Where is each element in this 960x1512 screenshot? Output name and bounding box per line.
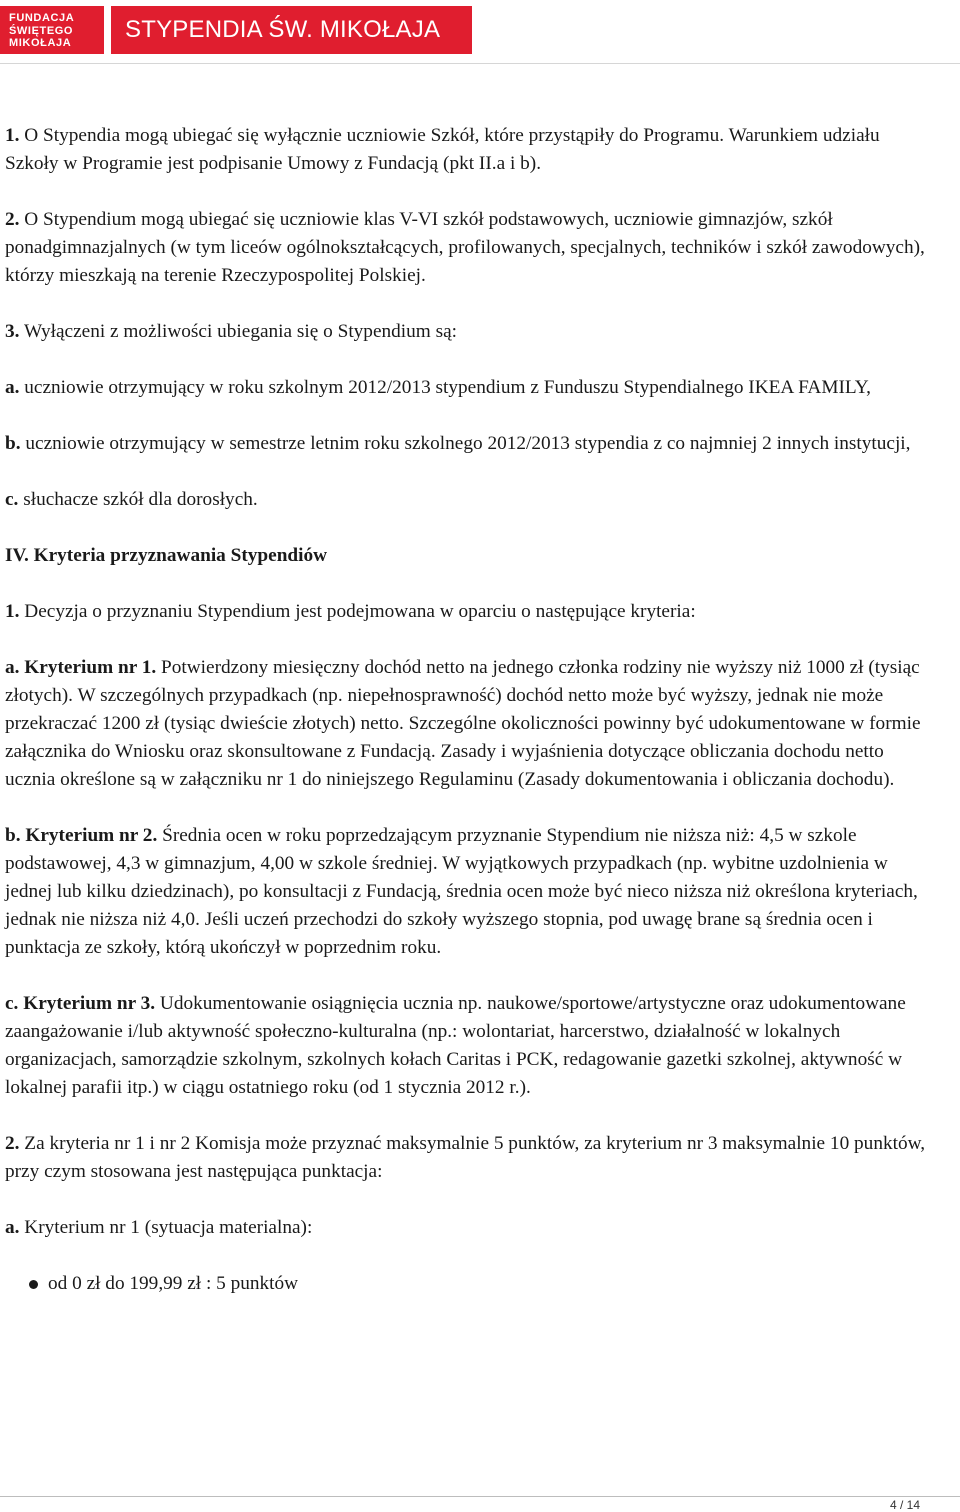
logo-line-1: FUNDACJA (9, 12, 75, 24)
logo-line-3: MIKOŁAJA (9, 37, 72, 49)
paragraph-number: 1. (5, 601, 20, 622)
criterion-label: c. Kryterium nr 3. (5, 993, 156, 1014)
exclusion-b (5, 430, 935, 458)
paragraph-number: 1. (5, 125, 20, 146)
criteria-intro (5, 598, 935, 626)
paragraph-number: 3. (5, 321, 20, 342)
page-header (0, 0, 960, 60)
paragraph-text: Decyzja o przyznaniu Stypendium jest podejmowana w oparciu o następujące kryteria: (19, 601, 696, 622)
scoring-a (5, 1214, 935, 1242)
bullet-dot-icon (29, 1280, 38, 1289)
header-title: STYPENDIA ŚW. MIKOŁAJA (111, 6, 472, 54)
list-letter: a. (5, 1217, 20, 1238)
header-divider (0, 63, 960, 64)
paragraph-text: O Stypendia mogą ubiegać się wyłącznie uczniowie Szkół, które przystąpiły do Programu. Warunkiem udziału Szkoły w Programie jest podpisanie Umowy z Fundacją (pkt II.a i b). (5, 125, 880, 174)
foundation-logo (0, 6, 104, 54)
list-letter: c. (5, 489, 19, 510)
paragraph-text: Wyłączeni z możliwości ubiegania się o Stypendium są: (19, 321, 458, 342)
exclusion-text: słuchacze szkół dla dorosłych. (18, 489, 258, 510)
criterion-3 (5, 990, 935, 1102)
criterion-label: b. Kryterium nr 2. (5, 825, 158, 846)
criterion-text: Potwierdzony miesięczny dochód netto na jednego członka rodziny nie wyższy niż 1000 zł (tysiąc złotych). W szczególnych przypadkach (np. niepełnosprawność) dochód netto może być wyższy, jednak nie może przekraczać 1200 zł (tysiąc dwieście złotych) netto. Szczególne okoliczności powinny być udokumentowane w formie załącznika do Wniosku oraz skonsultowane z Fundacją. Zasady i wyjaśnienia dotyczące obliczania dochodu netto ucznia określone są w załączniku nr 1 do niniejszego Regulaminu (Zasady dokumentowania i obliczania dochodu). (5, 657, 921, 790)
paragraph-text: O Stypendium mogą ubiegać się uczniowie klas V-VI szkół podstawowych, uczniowie gimnazjów, szkół ponadgimnazjalnych (w tym liceów ogólnokształcących, profilowanych, specjalnych, techników i szkół zawodowych), którzy mieszkają na terenie Rzeczypospolitej Polskiej. (5, 209, 925, 286)
exclusion-text: uczniowie otrzymujący w semestrze letnim roku szkolnego 2012/2013 stypendia z co najmniej 2 innych instytucji, (20, 433, 911, 454)
list-letter: a. (5, 377, 20, 398)
criterion-2 (5, 822, 935, 962)
footer-divider (0, 1496, 960, 1497)
criterion-text: Udokumentowanie osiągnięcia ucznia np. naukowe/sportowe/artystyczne oraz udokumentowane zaangażowanie i/lub aktywność społeczno-kulturalna (np.: wolontariat, harcerstwo, działalność w lokalnych organizacjach, samorządzie szkolnym, szkolnych kołach Caritas i PCK, redagowanie gazetki szkolnej, aktywność w lokalnej parafii itp.) w ciągu ostatniego roku (od 1 stycznia 2012 r.). (5, 993, 906, 1098)
section-heading: IV. Kryteria przyznawania Stypendiów (5, 545, 328, 566)
criterion-label: a. Kryterium nr 1. (5, 657, 157, 678)
paragraph-text: Za kryteria nr 1 i nr 2 Komisja może przyznać maksymalnie 5 punktów, za kryterium nr 3 maksymalnie 10 punktów, przy czym stosowana jest następująca punktacja: (5, 1133, 926, 1182)
paragraph-2 (5, 206, 935, 290)
exclusion-c (5, 486, 935, 514)
paragraph-1 (5, 122, 935, 178)
paragraph-number: 2. (5, 209, 20, 230)
paragraph-number: 2. (5, 1133, 20, 1154)
scoring-text: Kryterium nr 1 (sytuacja materialna): (19, 1217, 313, 1238)
bullet-text: od 0 zł do 199,99 zł : 5 punktów (48, 1273, 299, 1294)
exclusion-text: uczniowie otrzymujący w roku szkolnym 2012/2013 stypendium z Funduszu Stypendialnego IKEA FAMILY, (19, 377, 871, 398)
page-number: 4 / 14 (889, 1498, 920, 1512)
document-body (5, 122, 935, 1298)
scoring-paragraph (5, 1130, 935, 1186)
logo-line-2: ŚWIĘTEGO (9, 24, 74, 37)
paragraph-3 (5, 318, 935, 346)
list-letter: b. (5, 433, 21, 454)
exclusion-a (5, 374, 935, 402)
bullet-item (5, 1270, 935, 1298)
criterion-text: Średnia ocen w roku poprzedzającym przyznanie Stypendium nie niższa niż: 4,5 w szkole podstawowej, 4,3 w gimnazjum, 4,00 w szkole średniej. W wyjątkowych przypadkach (np. wybitne uzdolnienia w jednej lub kilku dziedzinach), po konsultacji z Fundacją, średnia ocen może być nieco niższa niż określona kryteriach, jednak nie niższa niż 4,0. Jeśli uczeń przechodzi do szkoły wyższego stopnia, pod uwagę brane są średnia ocen i punktacja ze szkoły, którą ukończył w poprzednim roku. (5, 825, 918, 958)
criterion-1 (5, 654, 935, 794)
